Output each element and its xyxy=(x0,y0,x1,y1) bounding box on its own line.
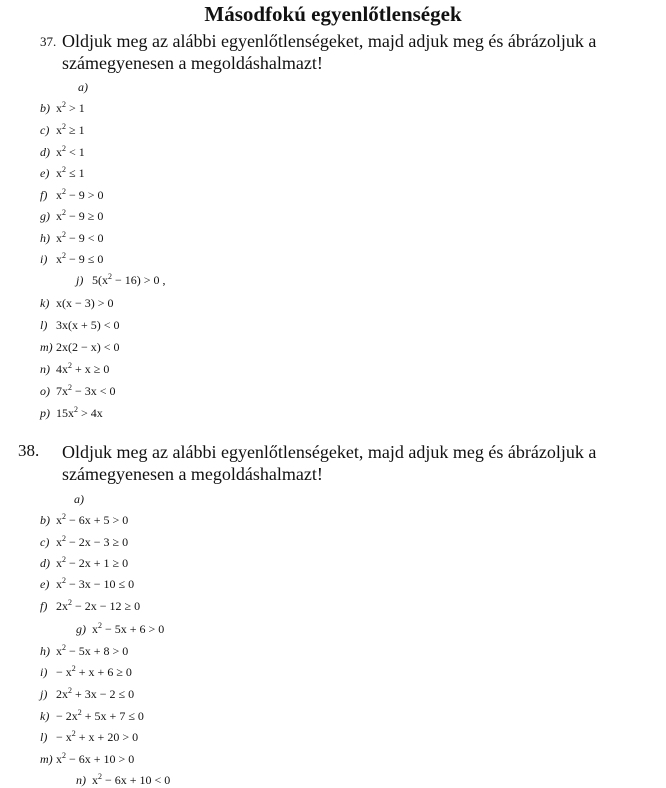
item-label: d) xyxy=(40,556,50,570)
item-label: k) xyxy=(40,709,50,723)
item-expression: $2x^2 + 3x - 2 \le 0$ xyxy=(56,686,135,701)
exercise-38-instruction: Oldjuk meg az alábbi egyenlőtlenségeket, majd adjuk meg és ábrázoljuk a számegyenesen a megoldáshalmazt! xyxy=(62,442,597,484)
ex38-item-k xyxy=(40,709,144,724)
item-expression: $x^2 \ge 1$ xyxy=(56,122,85,137)
item-label: g) xyxy=(76,622,86,636)
ex37-item-n xyxy=(40,362,109,377)
item-expression: $x^2 < 1$ xyxy=(56,144,85,159)
item-label: k) xyxy=(40,296,50,310)
item-label: l) xyxy=(40,730,48,744)
item-label: f) xyxy=(40,599,48,613)
ex38-item-d xyxy=(40,556,128,571)
item-label: m) xyxy=(40,340,53,354)
page-title: Másodfokú egyenlőtlenségek xyxy=(204,2,462,26)
item-label: n) xyxy=(76,773,86,787)
exercise-37-number: 37. xyxy=(40,34,57,49)
item-expression: − $2x^2 + 5x + 7 \le 0$ xyxy=(56,708,144,723)
ex37-item-a xyxy=(78,80,94,95)
exercise-37-instruction: Oldjuk meg az alábbi egyenlőtlenségeket, majd adjuk meg és ábrázoljuk a számegyenesen a megoldáshalmazt! xyxy=(62,31,597,73)
item-label: m) xyxy=(40,752,53,766)
item-label: o) xyxy=(40,384,50,398)
item-expression: $x^2 \le 1$ xyxy=(56,165,85,180)
item-label: e) xyxy=(40,166,50,180)
ex37-item-i xyxy=(40,252,103,267)
item-expression: $x^2 - 5x + 6 > 0$ xyxy=(92,621,165,636)
item-expression: $x^2 - 3x - 10 \le 0$ xyxy=(56,576,135,591)
ex37-item-h xyxy=(40,231,104,246)
ex38-item-h xyxy=(40,644,128,659)
item-expression: $15x^2 > 4x$ xyxy=(56,405,103,420)
ex38-item-a xyxy=(74,492,90,507)
item-label: j) xyxy=(40,687,48,701)
item-expression: $x^2 - 9 \ge 0$ xyxy=(56,208,104,223)
item-label: i) xyxy=(40,252,48,266)
item-expression: $x^2 > 1$ xyxy=(56,100,85,115)
ex37-item-e xyxy=(40,166,85,181)
item-label: a) xyxy=(78,80,88,94)
ex38-item-b xyxy=(40,513,128,528)
ex37-item-k xyxy=(40,296,114,311)
ex37-item-j xyxy=(76,273,166,288)
item-label: f) xyxy=(40,188,48,202)
item-label: h) xyxy=(40,644,50,658)
item-expression: $x^2 - 9 \le 0$ xyxy=(56,251,104,266)
item-expression: $2x^2 - 2x - 12 \ge 0$ xyxy=(56,598,141,613)
item-expression: $x^2 - 2x + 1 \ge 0$ xyxy=(56,555,129,570)
item-label: p) xyxy=(40,406,50,420)
item-expression: x(x − 3) > 0 xyxy=(56,296,114,310)
item-label: g) xyxy=(40,209,50,223)
exercise-38-number: 38. xyxy=(18,441,40,460)
ex37-item-f xyxy=(40,188,104,203)
item-label: i) xyxy=(40,665,48,679)
ex38-item-l xyxy=(40,730,138,745)
item-expression: $x^2 - 9 > 0$ xyxy=(56,187,104,202)
item-expression: $x^2 - 2x - 3 \ge 0$ xyxy=(56,534,129,549)
ex38-item-g xyxy=(76,622,164,637)
item-label: b) xyxy=(40,513,50,527)
item-label: e) xyxy=(40,577,50,591)
item-expression: $x^2 - 6x + 10 > 0$ xyxy=(56,751,135,766)
item-expression: $x^2 - 5x + 8 > 0$ xyxy=(56,643,129,658)
ex37-item-p xyxy=(40,406,103,421)
item-label: j) xyxy=(76,273,84,287)
ex38-item-c xyxy=(40,535,128,550)
item-expression: $x^2 - 9 < 0$ xyxy=(56,230,104,245)
ex38-item-e xyxy=(40,577,134,592)
ex37-item-l xyxy=(40,318,120,333)
item-expression: $x^2 - 6x + 10 < 0$ xyxy=(92,772,171,787)
ex38-item-n xyxy=(76,773,170,788)
item-label: c) xyxy=(40,123,50,137)
item-expression: − $x^2 + x + 6 \ge 0$ xyxy=(56,664,132,679)
ex37-item-m xyxy=(40,340,120,355)
item-expression: 2x(2 − x) < 0 xyxy=(56,340,120,354)
item-label: b) xyxy=(40,101,50,115)
ex37-item-d xyxy=(40,145,85,160)
ex38-item-j xyxy=(40,687,134,702)
item-expression: 3x(x + 5) < 0 xyxy=(56,318,120,332)
ex37-item-c xyxy=(40,123,85,138)
ex37-item-g xyxy=(40,209,103,224)
ex37-item-b xyxy=(40,101,85,116)
item-label: d) xyxy=(40,145,50,159)
item-label: n) xyxy=(40,362,50,376)
item-label: c) xyxy=(40,535,50,549)
ex38-item-f xyxy=(40,599,140,614)
item-expression: $7x^2 - 3x < 0$ xyxy=(56,383,116,398)
item-expression: $x^2 - 6x + 5 > 0$ xyxy=(56,512,129,527)
item-expression: $5(x^2 - 16) > 0$ , xyxy=(92,272,166,287)
item-expression: $4x^2 + x \ge 0$ xyxy=(56,361,110,376)
ex37-item-o xyxy=(40,384,116,399)
ex38-item-m xyxy=(40,752,134,767)
item-label: l) xyxy=(40,318,48,332)
item-expression: − $x^2 + x + 20 > 0$ xyxy=(56,729,139,744)
item-label: h) xyxy=(40,231,50,245)
ex38-item-i xyxy=(40,665,132,680)
item-label: a) xyxy=(74,492,84,506)
